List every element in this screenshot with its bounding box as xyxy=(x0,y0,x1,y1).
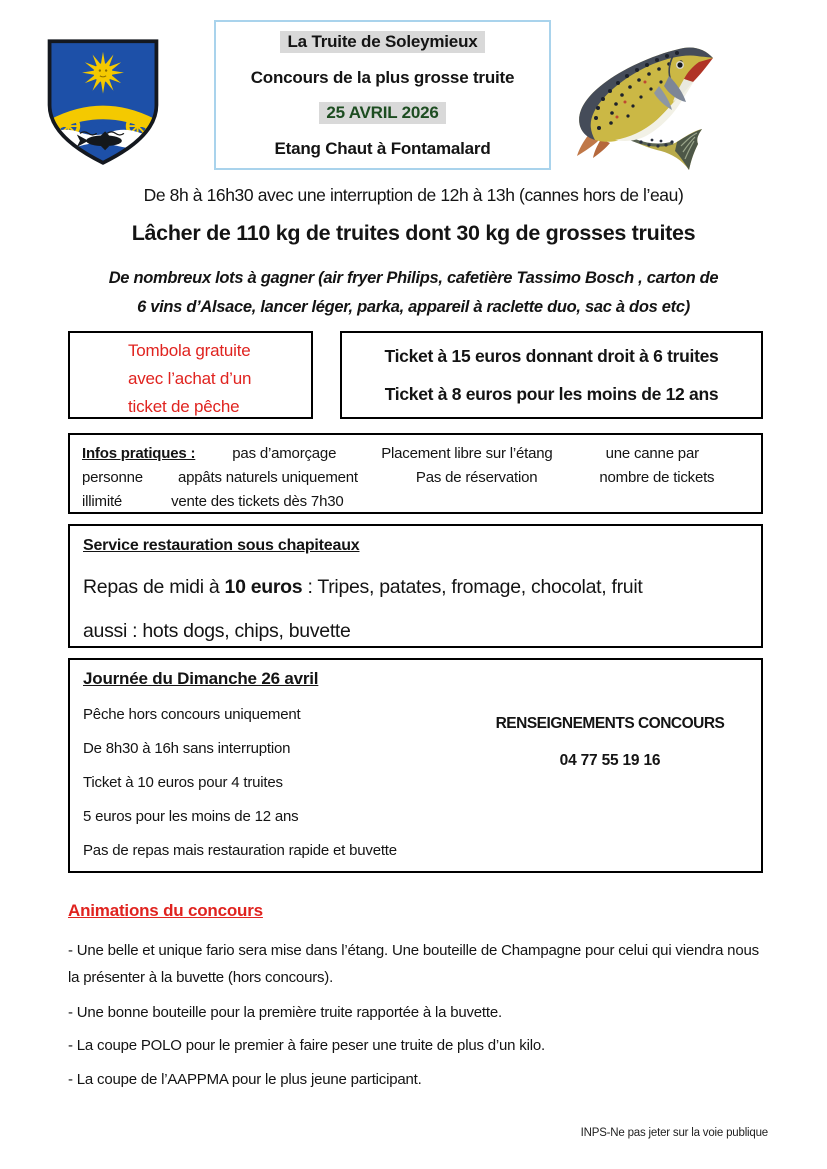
catering-box xyxy=(68,524,763,648)
event-title: La Truite de Soleymieux xyxy=(280,31,484,53)
practical-info-box xyxy=(68,433,763,514)
info-item: appâts naturels uniquement xyxy=(177,469,358,486)
catering-title: Service restauration sous chapiteaux xyxy=(83,537,360,554)
info-item: Pas de réservation xyxy=(415,469,538,486)
contact-block xyxy=(475,715,745,770)
info-line xyxy=(82,466,753,490)
animation-item: - Une belle et unique fario sera mise dans l’étang. Une bouteille de Champagne pour celui qui viendra nous la présenter à la buvette (hors concours). xyxy=(68,942,759,986)
sunday-title: Journée du Dimanche 26 avril xyxy=(83,669,319,688)
tombola-line: ticket de pêche xyxy=(128,397,240,416)
animations-heading: Animations du concours xyxy=(68,901,263,920)
animation-item: - La coupe de l’AAPPMA pour le plus jeune participant. xyxy=(68,1071,422,1088)
info-line xyxy=(82,490,753,514)
animation-item: - Une bonne bouteille pour la première truite rapportée à la buvette. xyxy=(68,1004,502,1021)
prizes-line-1: De nombreux lots à gagner (air fryer Philips, cafetière Tassimo Bosch , carton de xyxy=(108,269,719,287)
info-item: vente des tickets dès 7h30 xyxy=(171,493,344,510)
lunch-prefix: Repas de midi à xyxy=(83,576,225,598)
ticket-price-child: Ticket à 8 euros pour les moins de 12 ans xyxy=(384,384,719,404)
info-item: une canne par xyxy=(605,445,699,462)
info-label: Infos pratiques : xyxy=(82,445,196,462)
ticket-price-adult: Ticket à 15 euros donnant droit à 6 truites xyxy=(384,346,719,366)
tombola-box xyxy=(68,331,313,419)
lunch-price: 10 euros xyxy=(224,576,303,598)
footer-note: INPS-Ne pas jeter sur la voie publique xyxy=(580,1127,768,1139)
info-item: illimité xyxy=(82,493,123,510)
header-box xyxy=(214,20,551,170)
info-item: nombre de tickets xyxy=(599,469,715,486)
info-item: Placement libre sur l’étang xyxy=(381,445,553,462)
event-subtitle: Concours de la plus grosse truite xyxy=(250,67,515,87)
sunday-line: 5 euros pour les moins de 12 ans xyxy=(83,808,299,825)
release-heading: Lâcher de 110 kg de truites dont 30 kg de grosses truites xyxy=(131,221,696,245)
sunday-line: Pas de repas mais restauration rapide et buvette xyxy=(83,842,397,859)
animation-item: - La coupe POLO pour le premier à faire peser une truite de plus d’un kilo. xyxy=(68,1037,545,1054)
prizes-text xyxy=(0,264,827,322)
tombola-line: Tombola gratuite xyxy=(128,341,251,360)
sunday-line: De 8h30 à 16h sans interruption xyxy=(83,740,291,757)
coat-of-arms-icon xyxy=(42,36,164,168)
contact-phone: 04 77 55 19 16 xyxy=(559,752,661,769)
lunch-items: : Tripes, patates, fromage, chocolat, fruit xyxy=(302,576,643,598)
info-line xyxy=(82,442,753,466)
opening-hours: De 8h à 16h30 avec une interruption de 12h à 13h (cannes hors de l’eau) xyxy=(143,185,684,205)
extra-menu: aussi : hots dogs, chips, buvette xyxy=(83,620,351,642)
info-item: pas d’amorçage xyxy=(232,445,337,462)
info-item: personne xyxy=(82,469,143,486)
trout-image xyxy=(573,42,723,180)
tombola-line: avec l’achat d’un xyxy=(128,369,252,388)
prizes-line-2: 6 vins d’Alsace, lancer léger, parka, appareil à raclette duo, sac à dos etc) xyxy=(137,298,690,316)
sunday-line: Pêche hors concours uniquement xyxy=(83,706,301,723)
lunch-menu xyxy=(83,576,761,599)
event-date: 25 AVRIL 2026 xyxy=(319,102,445,124)
sunday-box xyxy=(68,658,763,873)
contact-title: RENSEIGNEMENTS CONCOURS xyxy=(495,715,725,732)
ticket-prices-box xyxy=(340,331,763,419)
sunday-line: Ticket à 10 euros pour 4 truites xyxy=(83,774,283,791)
event-location: Etang Chaut à Fontamalard xyxy=(274,138,491,158)
